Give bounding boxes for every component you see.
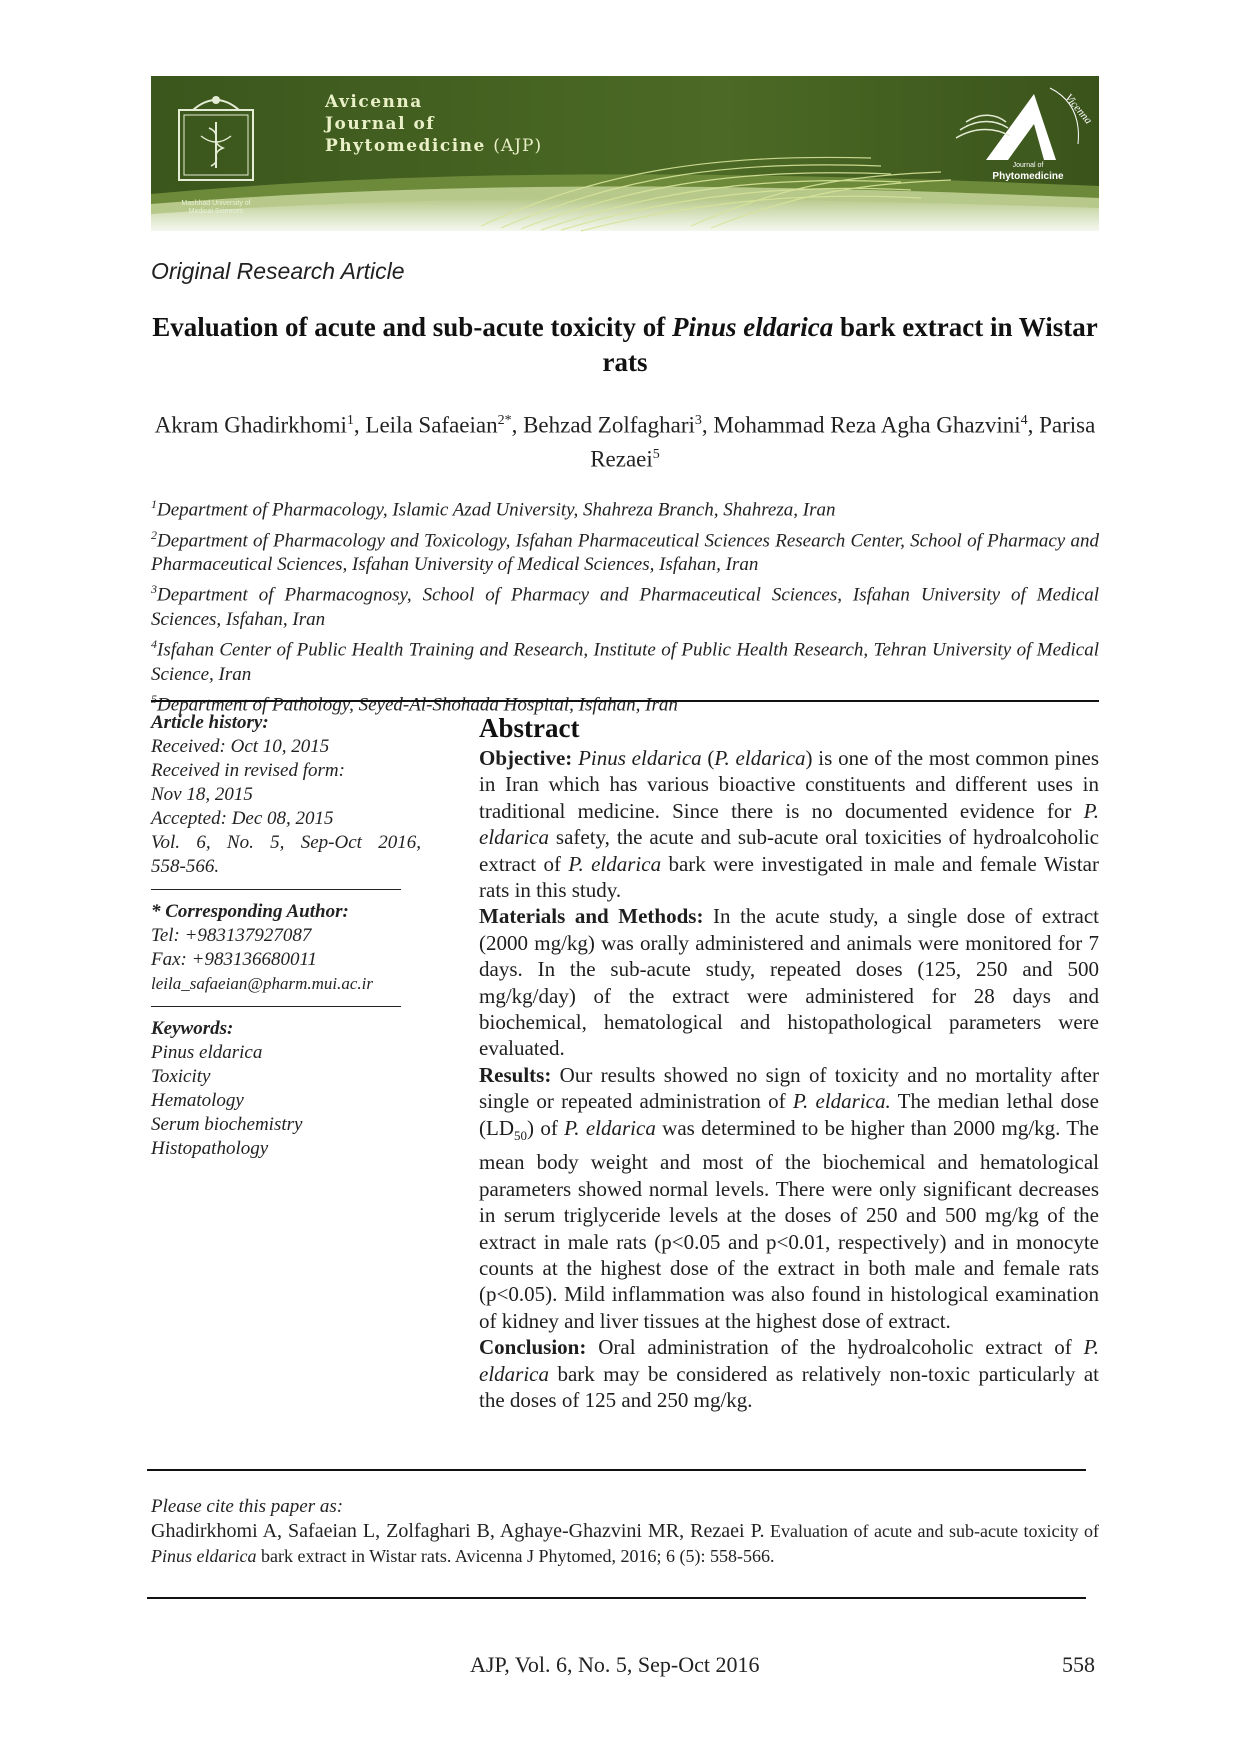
abstract-conclusion bbox=[479, 1334, 1099, 1413]
author-name: Leila Safaeian bbox=[365, 412, 498, 438]
journal-name-line-3 bbox=[325, 136, 542, 156]
citation-pre: Evaluation of acute and sub-acute toxicity of bbox=[764, 1521, 1100, 1541]
received-date: Received: Oct 10, 2015 bbox=[151, 736, 330, 757]
journal-name-line-1: Avicenna bbox=[325, 92, 423, 112]
author-separator: , bbox=[353, 412, 366, 438]
author-separator: , bbox=[1027, 412, 1040, 438]
author-list bbox=[151, 406, 1099, 473]
affiliation-item bbox=[151, 523, 1099, 578]
species-name: P. eldarica bbox=[714, 746, 806, 770]
affiliation-number: 1 bbox=[151, 497, 157, 511]
affiliation-number: 4 bbox=[151, 637, 157, 651]
page-number: 558 bbox=[1062, 1652, 1095, 1677]
keywords-heading: Keywords: bbox=[151, 1018, 234, 1039]
paper-title bbox=[151, 310, 1099, 380]
journal-name-line-2: Journal of bbox=[325, 114, 436, 134]
methods-label: Materials and Methods: bbox=[479, 904, 704, 929]
title-part-1: Evaluation of acute and sub-acute toxicity of bbox=[152, 312, 672, 342]
journal-abbreviation: (AJP) bbox=[493, 136, 543, 156]
page-range: 558-566. bbox=[151, 856, 220, 877]
title-species: Pinus eldarica bbox=[672, 312, 834, 342]
corresponding-fax: Fax: +983136680011 bbox=[151, 949, 318, 970]
text-run: ( bbox=[701, 746, 715, 770]
text-run: bark may be considered as relatively non-toxic particularly at the doses of 125 and 250 mg/kg. bbox=[479, 1361, 1099, 1412]
keyword-item: Histopathology bbox=[151, 1138, 269, 1159]
affiliation-number: 3 bbox=[151, 582, 157, 597]
author-affiliation-mark: 2* bbox=[497, 413, 512, 428]
history-heading: Article history: bbox=[151, 712, 269, 733]
results-text bbox=[479, 1063, 1099, 1333]
author-affiliation-mark: 3 bbox=[694, 413, 702, 428]
affiliation-text: Department of Pharmacognosy, School of Pharmacy and Pharmaceutical Sciences, Isfahan University of Medical Sciences, Isfahan, Iran bbox=[151, 584, 1099, 630]
author-affiliation-mark: 1 bbox=[346, 413, 354, 428]
affiliation-text: Department of Pathology, Seyed-Al-Shohada Hospital, Isfahan, Iran bbox=[157, 694, 678, 716]
affiliation-number: 5 bbox=[151, 691, 157, 706]
corresponding-heading: * Corresponding Author: bbox=[151, 901, 349, 922]
university-caption: Mashhad University of Medical Sciences bbox=[181, 200, 251, 215]
keyword-item: Toxicity bbox=[151, 1066, 211, 1087]
text-run: bark were investigated in male and female Wistar rats in this study. bbox=[479, 851, 1099, 903]
corresponding-email[interactable]: leila_safaeian@pharm.mui.ac.ir bbox=[151, 974, 373, 993]
objective-label: Objective: bbox=[479, 746, 573, 770]
footer-journal-info: AJP, Vol. 6, No. 5, Sep-Oct 2016 bbox=[470, 1652, 760, 1677]
affiliation-number: 2 bbox=[151, 527, 157, 542]
species-name: P. eldarica bbox=[479, 1335, 1099, 1386]
objective-text bbox=[479, 746, 1099, 902]
affiliation-text: Isfahan Center of Public Health Training and Research, Institute of Public Health Research, Tehran University of Medical Science, Iran bbox=[151, 639, 1099, 685]
citation-authors: Ghadirkhomi A, Safaeian L, Zolfaghari B, Aghaye-Ghazvini MR, Rezaei P. bbox=[151, 1520, 765, 1542]
subscript-text: 50 bbox=[514, 1127, 527, 1143]
abstract-results bbox=[479, 1062, 1099, 1334]
citation-species: Pinus eldarica bbox=[151, 1546, 257, 1566]
university-emblem-icon bbox=[171, 88, 261, 200]
abstract-section bbox=[479, 711, 1099, 1413]
keyword-item: Hematology bbox=[151, 1090, 244, 1111]
text-run: Our results showed no sign of toxicity and no mortality after single or repeated administration of bbox=[479, 1062, 1099, 1114]
right-logo-caption: Phytomedicine bbox=[992, 171, 1064, 182]
corresponding-divider bbox=[151, 1006, 401, 1007]
abstract-methods bbox=[479, 903, 1099, 1061]
text-run: ) is one of the most common pines in Iran which has various bioactive constituents and different uses in traditional medicine. Since there is no documented evidence for bbox=[479, 746, 1100, 823]
volume-info: Vol. 6, No. 5, Sep-Oct 2016, bbox=[151, 832, 421, 853]
abstract-heading: Abstract bbox=[479, 713, 580, 743]
affiliation-text: Department of Pharmacology and Toxicology, Isfahan Pharmaceutical Sciences Research Center, School of Pharmacy and Pharmaceutical Sciences, Isfahan University of Medical Sciences, Isfahan, Iran bbox=[151, 529, 1099, 576]
species-name: P. eldarica bbox=[564, 1115, 656, 1140]
journal-banner bbox=[151, 76, 1099, 231]
title-part-2: bark extract in Wistar rats bbox=[602, 312, 1098, 377]
keyword-item: Serum biochemistry bbox=[151, 1114, 303, 1135]
author-separator: , bbox=[701, 412, 714, 438]
citation-post: bark extract in Wistar rats. Avicenna J Phytomed, 2016; 6 (5): 558-566. bbox=[256, 1546, 775, 1566]
keyword-list bbox=[151, 1041, 421, 1161]
revised-date: Nov 18, 2015 bbox=[151, 784, 253, 805]
right-logo-arc-text: Vicenna bbox=[1062, 91, 1095, 127]
revised-label: Received in revised form: bbox=[151, 760, 345, 781]
species-name: P. eldarica bbox=[568, 851, 662, 876]
affiliation-list bbox=[151, 492, 1099, 717]
affiliation-text: Department of Pharmacology, Islamic Azad University, Shahreza Branch, Shahreza, Iran bbox=[157, 499, 836, 521]
affiliation-item bbox=[151, 632, 1099, 687]
author-name: Parisa Rezaei bbox=[590, 412, 1096, 472]
article-type: Original Research Article bbox=[151, 258, 405, 284]
species-name: Pinus eldarica bbox=[578, 746, 702, 770]
author-name: Mohammad Reza Agha Ghazvini bbox=[713, 412, 1021, 438]
results-label: Results: bbox=[479, 1062, 552, 1087]
article-info-column bbox=[151, 711, 421, 1161]
text-run: The median lethal dose (LD bbox=[479, 1089, 1100, 1140]
species-name: P. eldarica bbox=[479, 798, 1099, 850]
author-name: Behzad Zolfaghari bbox=[523, 412, 695, 438]
right-logo-caption-small: Journal of bbox=[1012, 162, 1044, 169]
text-run: was determined to be higher than 2000 mg/kg. The mean body weight and most of the biochemical and hematological parameters showed normal levels. There were only significant decreases in serum triglyceride levels at the doses of 250 and 500 mg/kg of the extract in male rats (p<0.05 and p<0.01, respectively) and in monocyte counts at the highest dose of the extract in both male and female rats (p<0.05). Mild inflammation was also found in histological examination of kidney and liver tissues at the highest dose of extract. bbox=[479, 1115, 1099, 1333]
citation-block bbox=[151, 1494, 1099, 1569]
text-run: Oral administration of the hydroalcoholic extract of bbox=[586, 1335, 1084, 1360]
author-affiliation-mark: 5 bbox=[652, 446, 660, 462]
citation-divider bbox=[147, 1597, 1086, 1599]
abstract-objective bbox=[479, 745, 1099, 903]
author-name: Akram Ghadirkhomi bbox=[154, 412, 347, 438]
citation-text bbox=[151, 1519, 1099, 1569]
author-separator: , bbox=[511, 412, 524, 438]
author-affiliation-mark: 4 bbox=[1020, 413, 1028, 428]
species-name: P. eldarica. bbox=[792, 1089, 891, 1114]
header-divider bbox=[151, 700, 1099, 702]
abstract-divider bbox=[147, 1469, 1086, 1471]
corresponding-tel: Tel: +983137927087 bbox=[151, 925, 312, 946]
accepted-date: Accepted: Dec 08, 2015 bbox=[151, 808, 334, 829]
journal-name-word: Phytomedicine bbox=[325, 136, 486, 156]
citation-label: Please cite this paper as: bbox=[151, 1496, 344, 1517]
affiliation-item bbox=[151, 577, 1099, 632]
text-run: In the acute study, a single dose of extract (2000 mg/kg) was orally administered and animals were monitored for 7 days. In the sub-acute study, repeated doses (125, 250 and 500 mg/kg/day) of the extract were administered for 28 days and biochemical, hematological and histopathological parameters were evaluated. bbox=[479, 904, 1099, 1061]
affiliation-item bbox=[151, 492, 1099, 523]
keyword-item: Pinus eldarica bbox=[151, 1042, 263, 1063]
text-run: ) of bbox=[527, 1115, 565, 1140]
conclusion-label: Conclusion: bbox=[479, 1335, 587, 1360]
history-divider bbox=[151, 889, 401, 890]
text-run: safety, the acute and sub-acute oral toxicities of hydroalcoholic extract of bbox=[479, 825, 1099, 876]
